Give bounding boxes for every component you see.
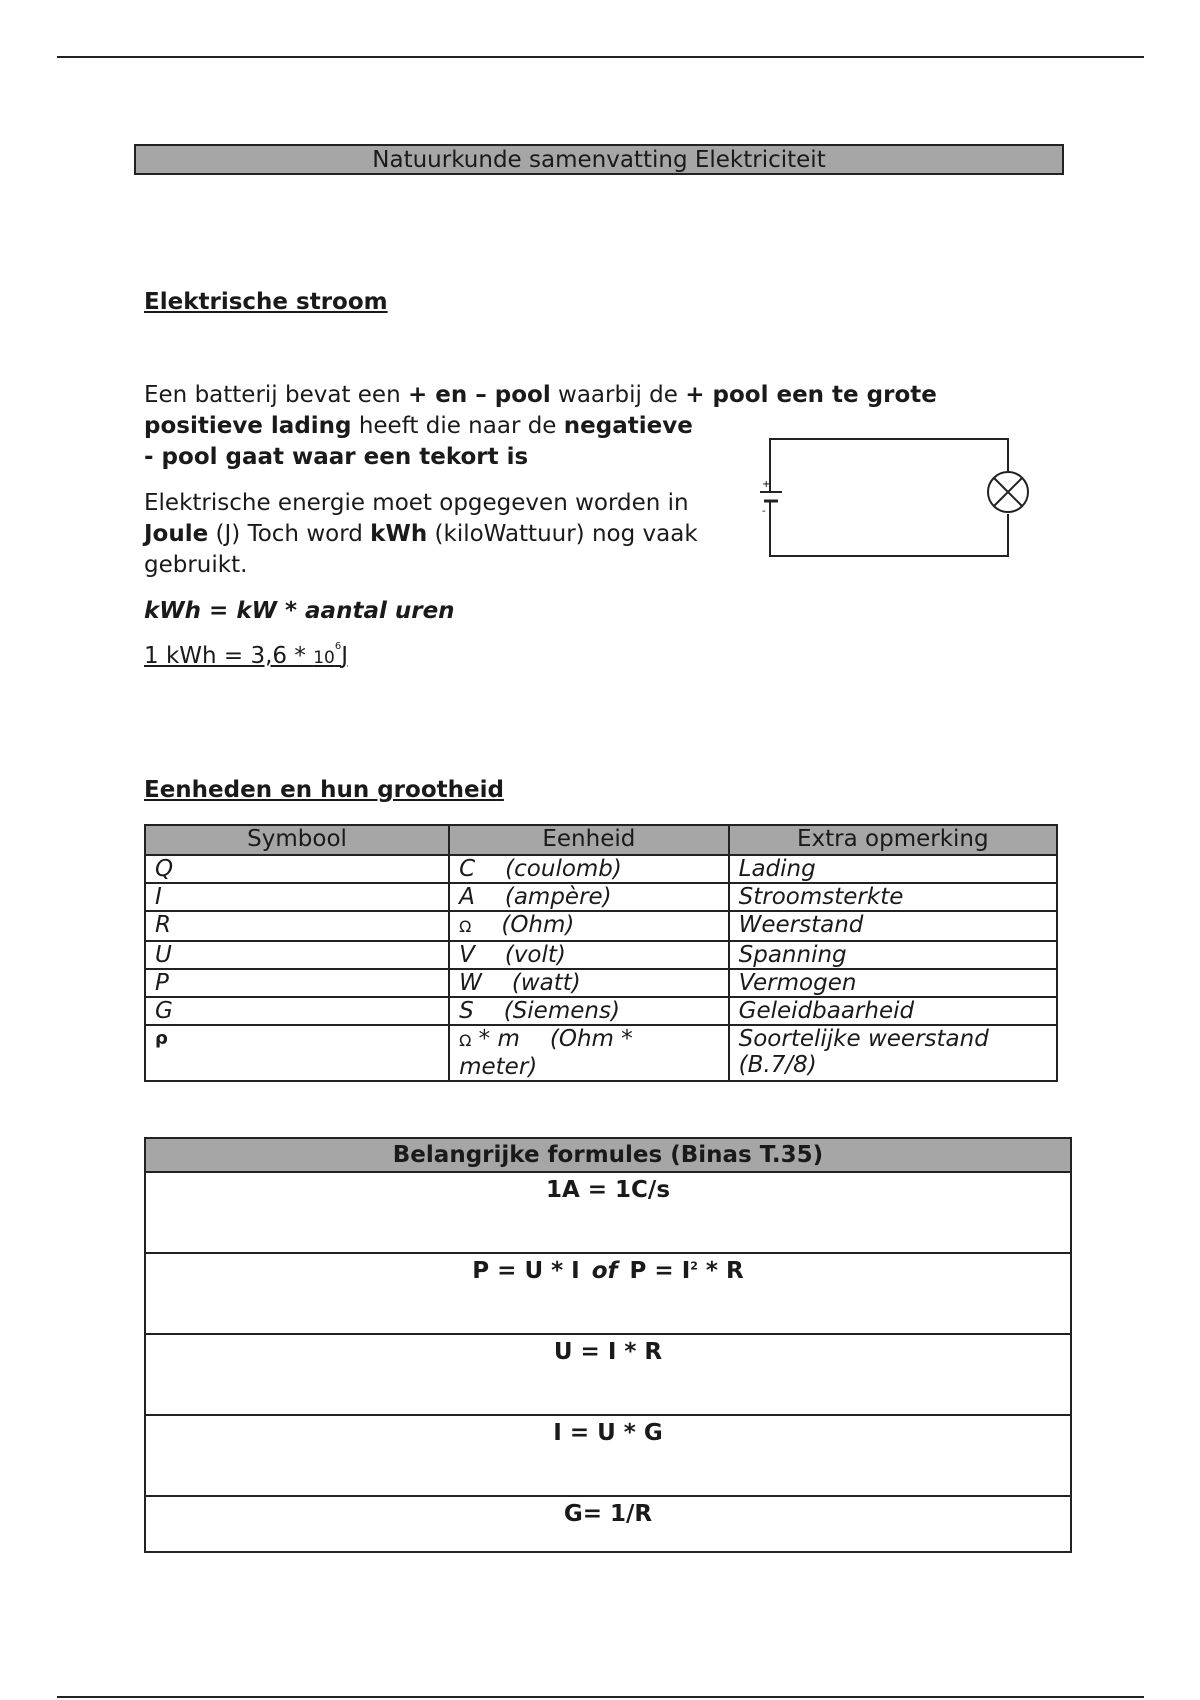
unit-cell: Ω (Ohm) [449, 911, 729, 941]
symbol-cell: Q [145, 855, 449, 883]
battery-minus-label: - [762, 506, 766, 517]
bottom-rule [57, 1696, 1144, 1698]
formula-row: I = U * G [145, 1415, 1071, 1496]
circuit-wire [770, 439, 1008, 556]
units-table [144, 824, 1058, 1082]
symbol-cell: ρ [145, 1025, 449, 1081]
document-title: Natuurkunde samenvatting Elektriciteit [134, 144, 1064, 175]
circuit-diagram [752, 430, 1042, 570]
remark-cell: Geleidbaarheid [729, 997, 1057, 1025]
unit-cell: S (Siemens) [449, 997, 729, 1025]
table-row [145, 855, 1057, 883]
table-row [145, 997, 1057, 1025]
unit-cell: A (ampère) [449, 883, 729, 911]
battery-paragraph: Een batterij bevat een + en – pool waarbij de + pool een te grote positieve lading heeft die naar de negatieve - pool gaat waar een tekort is [144, 382, 937, 470]
column-header: Symbool [145, 825, 449, 855]
remark-cell: Soortelijke weerstand (B.7/8) [729, 1025, 1057, 1081]
symbol-cell: G [145, 997, 449, 1025]
kwh-formula: kWh = kW * aantal uren [144, 598, 455, 624]
formulas-table [144, 1137, 1072, 1553]
formula-row: G= 1/R [145, 1496, 1071, 1552]
energy-paragraph: Elektrische energie moet opgegeven worden in Joule (J) Toch word kWh (kiloWattuur) nog vaak gebruikt. [144, 490, 698, 578]
top-rule [57, 56, 1144, 58]
symbol-cell: R [145, 911, 449, 941]
symbol-cell: P [145, 969, 449, 997]
kwh-conversion: 1 kWh = $3,6 * 10^6J$ [144, 641, 348, 669]
battery-plus-label: + [762, 479, 771, 490]
formulas-header: Belangrijke formules (Binas T.35) [145, 1138, 1071, 1172]
remark-cell: Weerstand [729, 911, 1057, 941]
table-row [145, 969, 1057, 997]
table-row [145, 1025, 1057, 1081]
formula-row: U = I * R [145, 1334, 1071, 1415]
unit-cell: Ω * m (Ohm * meter) [449, 1025, 729, 1081]
remark-cell: Lading [729, 855, 1057, 883]
remark-cell: Stroomsterkte [729, 883, 1057, 911]
symbol-cell: I [145, 883, 449, 911]
unit-cell: C (coulomb) [449, 855, 729, 883]
table-row [145, 941, 1057, 969]
table-row [145, 911, 1057, 941]
remark-cell: Spanning [729, 941, 1057, 969]
table-header-row [145, 825, 1057, 855]
symbol-cell: U [145, 941, 449, 969]
column-header: Extra opmerking [729, 825, 1057, 855]
unit-cell: V (volt) [449, 941, 729, 969]
unit-cell: W (watt) [449, 969, 729, 997]
formula-row: P = U * I of $P = I^2 * R$ [145, 1253, 1071, 1334]
formula-row: 1A = 1C/s [145, 1172, 1071, 1253]
section-heading-elektrische-stroom: Elektrische stroom [144, 289, 388, 315]
remark-cell: Vermogen [729, 969, 1057, 997]
section-heading-eenheden: Eenheden en hun grootheid [144, 777, 504, 803]
table-row [145, 883, 1057, 911]
column-header: Eenheid [449, 825, 729, 855]
